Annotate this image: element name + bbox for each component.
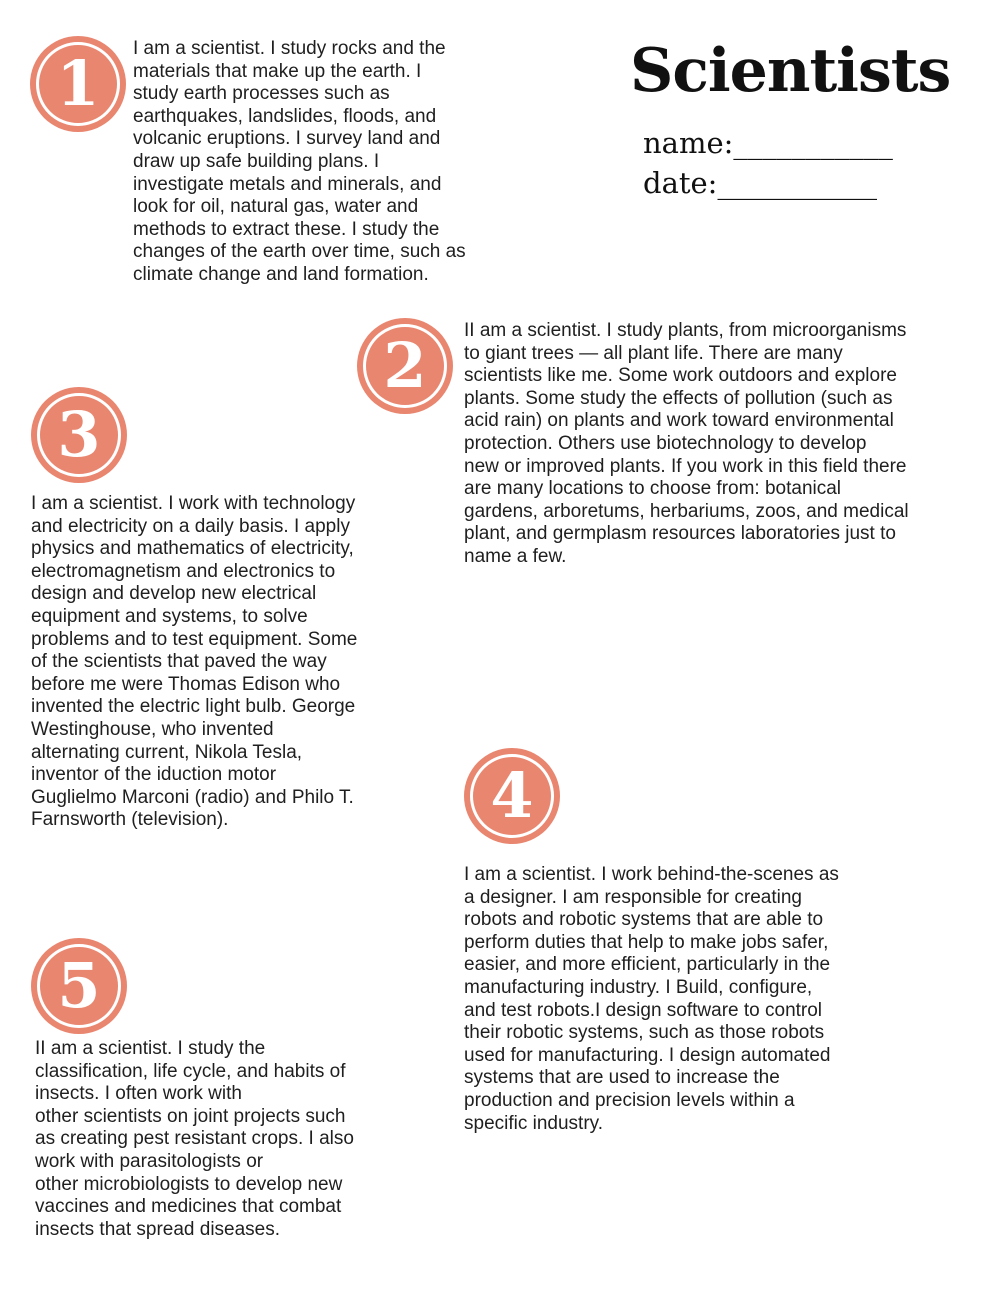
badge-number: 2 [383, 329, 427, 402]
scientist-description-5: II am a scientist. I study the classification, life cycle, and habits of insects. I often work with other scientists on joint projects such as creating pest resistant crops. I also work with parasitologists or other microbiologists to develop new vaccines and medicines that combat insects that spread diseases. [35, 1038, 354, 1240]
date-field: date:___________ [643, 166, 877, 200]
name-field: name:___________ [643, 126, 893, 160]
number-badge-3 [31, 387, 127, 483]
scientist-description-2: II am a scientist. I study plants, from microorganisms to giant trees — all plant life. There are many scientists like me. Some work outdoors and explore plants. Some study the effects of pollution (such as acid rain) on plants and work toward environmental protection. Others use biotechnology to develop new or improved plants. If you work in this field there are many locations to choose from: botanical gardens, arboretums, herbariums, zoos, and medical plant, and germplasm resources laboratories just to name a few. [464, 320, 909, 567]
page-title: Scientists [630, 36, 951, 106]
badge-number: 3 [57, 398, 101, 471]
scientist-description-3: I am a scientist. I work with technology and electricity on a daily basis. I apply physics and mathematics of electricity, electromagnetism and electronics to design and develop new electrical equipment and systems, to solve problems and to test equipment. Some of the scientists that paved the way before me were Thomas Edison who invented the electric light bulb. George Westinghouse, who invented alternating current, Nikola Tesla, inventor of the iduction motor Guglielmo Marconi (radio) and Philo T. Farnsworth (television). [31, 493, 358, 831]
badge-number: 1 [56, 47, 100, 120]
number-badge-4 [464, 748, 560, 844]
scientist-description-1: I am a scientist. I study rocks and the materials that make up the earth. I study earth processes such as earthquakes, landslides, floods, and volcanic eruptions. I survey land and draw up safe building plans. I investigate metals and minerals, and look for oil, natural gas, water and methods to extract these. I study the changes of the earth over time, such as climate change and land formation. [133, 38, 466, 285]
badge-number: 5 [57, 949, 101, 1022]
number-badge-2 [357, 318, 453, 414]
number-badge-5 [31, 938, 127, 1034]
number-badge-1 [30, 36, 126, 132]
scientist-description-4: I am a scientist. I work behind-the-scenes as a designer. I am responsible for creating robots and robotic systems that are able to perform duties that help to make jobs safer, easier, and more efficient, particularly in the manufacturing industry. I Build, configure, and test robots.I design software to control their robotic systems, such as those robots used for manufacturing. I design automated systems that are used to increase the production and precision levels within a specific industry. [464, 864, 839, 1134]
badge-number: 4 [490, 759, 534, 832]
